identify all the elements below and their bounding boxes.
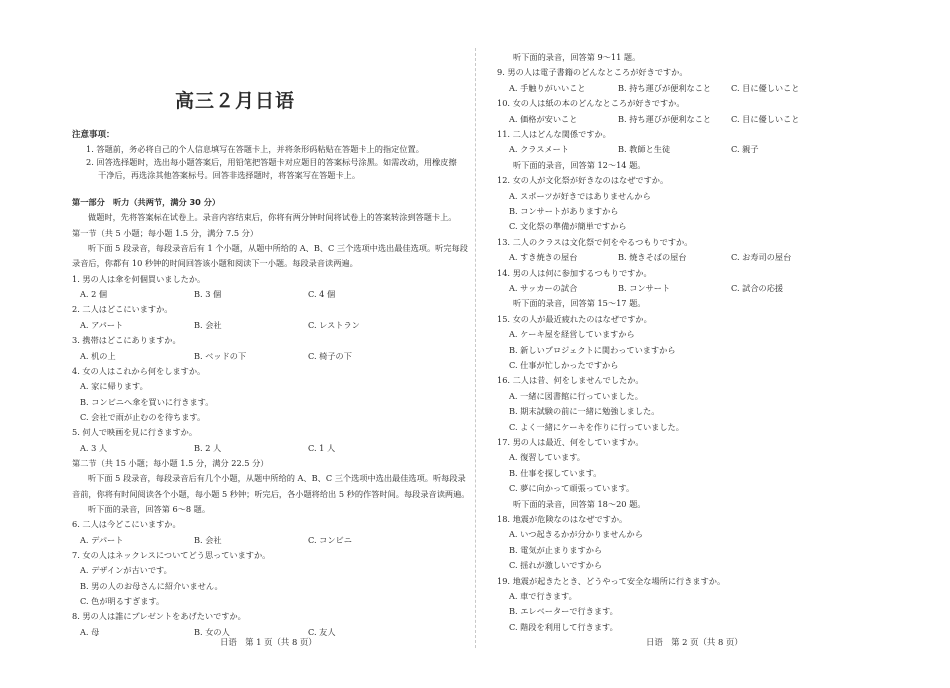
question-line: 17. 男の人は最近、何をしていますか。 [497, 437, 644, 447]
option-text: A. 母 [80, 626, 100, 637]
option-text: C. 揺れが激しいですから [509, 560, 603, 571]
option-text: C. 4 個 [308, 289, 336, 300]
question-line: 听下面的录音，回答第 15～17 题。 [513, 298, 646, 309]
option-text: A. 3 人 [80, 442, 108, 453]
option-text: C. お寿司の屋台 [731, 252, 792, 263]
option-text: C. 仕事が忙しかったですから [509, 360, 619, 370]
question-line: 16. 二人は昔、何をしませんでしたか。 [497, 375, 644, 386]
option-text: A. 復習しています。 [509, 452, 585, 463]
option-text: A. サッカーの試合 [509, 283, 578, 293]
option-text: A. 2 個 [80, 289, 108, 300]
right-page [480, 0, 950, 688]
question-line: 1. 男の人は傘を何個買いましたか。 [72, 273, 206, 284]
option-text: A. デパート [80, 534, 124, 545]
option-text: A. ケーキ屋を経営していますから [509, 329, 635, 340]
note-item: 2. 回答选择题时，选出每小题答案后，用铅笔把答题卡对应题目的答案标号涂黑。如需改动，用橡皮擦 [86, 157, 457, 167]
option-text: B. 焼きそばの屋台 [618, 252, 687, 263]
option-text: B. 2 人 [194, 442, 222, 453]
option-text: A. 家に帰ります。 [80, 381, 148, 392]
option-text: C. 椅子の下 [308, 350, 352, 361]
question-line: 听下面的录音，回答第 12～14 题。 [513, 159, 646, 170]
question-line: 第一节（共 5 小题；每小题 1.5 分，满分 7.5 分） [72, 227, 259, 238]
question-line: 做题时，先将答案标在试卷上。录音内容结束后，你将有两分钟时间将试卷上的答案转涂到答题卡上。 [88, 212, 457, 223]
question-line: 5. 何人で映画を見に行きますか。 [72, 427, 198, 438]
question-line: 10. 女の人は紙の本のどんなところが好きですか。 [497, 98, 685, 109]
option-text: B. 男の人のお母さんに紹介いません。 [80, 580, 223, 591]
note-item: 干净后，再选涂其他答案标号。回答非选择题时，将答案写在答题卡上。 [98, 170, 361, 180]
question-line: 听下面的录音，回答第 18～20 题。 [513, 498, 646, 509]
question-line: 音前，你将有时间阅读各个小题，每小题 5 秒钟；听完后，各小题将给出 5 秒的作答时间。每段录音读两遍。 [72, 488, 470, 499]
notes-heading: 注意事项： [72, 130, 115, 140]
option-text: C. 会社で雨が止むのを待ちます。 [80, 411, 206, 422]
option-text: C. コンビニ [308, 534, 352, 545]
question-line: 录音后，你都有 10 秒钟的时间回答该小题和阅读下一小题。每段录音读两遍。 [72, 258, 358, 269]
question-line: 听下面 5 段录音，每段录音后有 1 个小题，从题中所给的 A、B、C 三个选项中选出最佳选项。听完每段 [88, 243, 468, 254]
question-line: 18. 地震が危険なのはなぜですか。 [497, 514, 628, 524]
option-text: C. 目に優しいこと [731, 82, 800, 93]
option-text: B. 新しいプロジェクトに関わっていますから [509, 344, 676, 355]
option-text: A. クラスメート [509, 144, 569, 155]
option-text: B. 会社 [194, 534, 222, 545]
question-line: 2. 二人はどこにいますか。 [72, 304, 173, 315]
option-text: C. 階段を利用して行きます。 [509, 621, 618, 632]
option-text: C. よく一緒にケーキを作りに行っていました。 [509, 421, 684, 432]
option-text: B. 3 個 [194, 289, 222, 300]
question-line: 4. 女の人はこれから何をしますか。 [72, 365, 206, 376]
option-text: A. 机の上 [80, 350, 116, 361]
page-footer: 日语 第 2 页（共 8 页） [646, 637, 743, 647]
question-line: 7. 女の人はネックレスについてどう思っていますか。 [72, 550, 271, 561]
question-line: 8. 男の人は誰にプレゼントをあげたいですか。 [72, 611, 246, 622]
page-divider [475, 48, 476, 648]
note-item: 1. 答题前，务必将自己的个人信息填写在答题卡上，并将条形码粘贴在答题卡上的指定位置。 [86, 144, 424, 154]
option-text: A. すき焼きの屋台 [509, 252, 578, 263]
option-text: A. 価格が安いこと [509, 113, 578, 124]
option-text: B. コンサートがありますから [509, 206, 619, 216]
question-line: 3. 携帯はどこにありますか。 [72, 335, 181, 346]
option-text: C. 目に優しいこと [731, 113, 800, 124]
question-line: 13. 二人のクラスは文化祭で何をやるつもりですか。 [497, 236, 693, 247]
option-text: B. 持ち運びが便利なこと [618, 82, 712, 93]
option-text: B. コンビニへ傘を買いに行きます。 [80, 396, 214, 407]
option-text: B. 仕事を探しています。 [509, 467, 602, 478]
option-text: B. コンサート [618, 283, 671, 293]
question-line: 15. 女の人が最近疲れたのはなぜですか。 [497, 313, 652, 324]
question-line: 听下面的录音，回答第 9～11 题。 [513, 52, 641, 62]
option-text: B. 持ち運びが便利なこと [618, 113, 712, 124]
option-text: A. アパート [80, 319, 124, 330]
option-text: C. 試合の応援 [731, 283, 784, 293]
option-text: A. デザインが古いです。 [80, 565, 172, 576]
option-text: B. ベッドの下 [194, 350, 247, 361]
question-line: 12. 女の人が文化祭が好きなのはなぜですか。 [497, 175, 669, 186]
option-text: B. 電気が止まりますから [509, 544, 603, 555]
question-line: 9. 男の人は電子書籍のどんなところが好きですか。 [497, 67, 688, 78]
option-text: C. 親子 [731, 144, 759, 155]
option-text: B. 教師と生徒 [618, 144, 671, 155]
option-text: A. 車で行きます。 [509, 591, 577, 601]
question-line: 听下面的录音，回答第 6～8 题。 [88, 504, 211, 514]
question-line: 第一部分 听力（共两节，满分 30 分） [72, 197, 221, 207]
option-text: C. 色が明るすぎます。 [80, 596, 165, 607]
option-text: B. 会社 [194, 319, 222, 330]
page-title: 高三２月日语 [174, 90, 295, 112]
question-line: 14. 男の人は何に参加するつもりですか。 [497, 267, 652, 278]
option-text: B. 女の人 [194, 626, 230, 637]
page-footer: 日语 第 1 页（共 8 页） [220, 637, 317, 647]
question-line: 6. 二人は今どこにいますか。 [72, 519, 181, 530]
option-text: B. 期末試験の前に一緒に勉強しました。 [509, 406, 660, 417]
option-text: A. スポーツが好きではありませんから [509, 190, 651, 201]
option-text: B. エレベーターで行きます。 [509, 606, 618, 617]
question-line: 第二节（共 15 小题；每小题 1.5 分，满分 22.5 分） [72, 457, 269, 468]
option-text: A. いつ起きるかが分かりませんから [509, 529, 643, 540]
option-text: C. 夢に向かって頑張っています。 [509, 483, 635, 494]
option-text: A. 手触りがいいこと [509, 82, 586, 93]
option-text: C. 文化祭の準備が簡単ですから [509, 221, 627, 232]
question-line: 11. 二人はどんな関係ですか。 [497, 129, 611, 139]
left-page [0, 0, 470, 688]
question-line: 听下面 5 段录音，每段录音后有几个小题，从题中所给的 A、B、C 三个选项中选出最佳选项。听每段录 [88, 473, 466, 484]
question-line: 19. 地震が起きたとき、どうやって安全な場所に行きますか。 [497, 575, 726, 586]
option-text: C. レストラン [308, 319, 360, 330]
option-text: A. 一緒に図書館に行っていました。 [509, 390, 643, 401]
option-text: C. 友人 [308, 626, 336, 637]
option-text: C. 1 人 [308, 442, 336, 453]
